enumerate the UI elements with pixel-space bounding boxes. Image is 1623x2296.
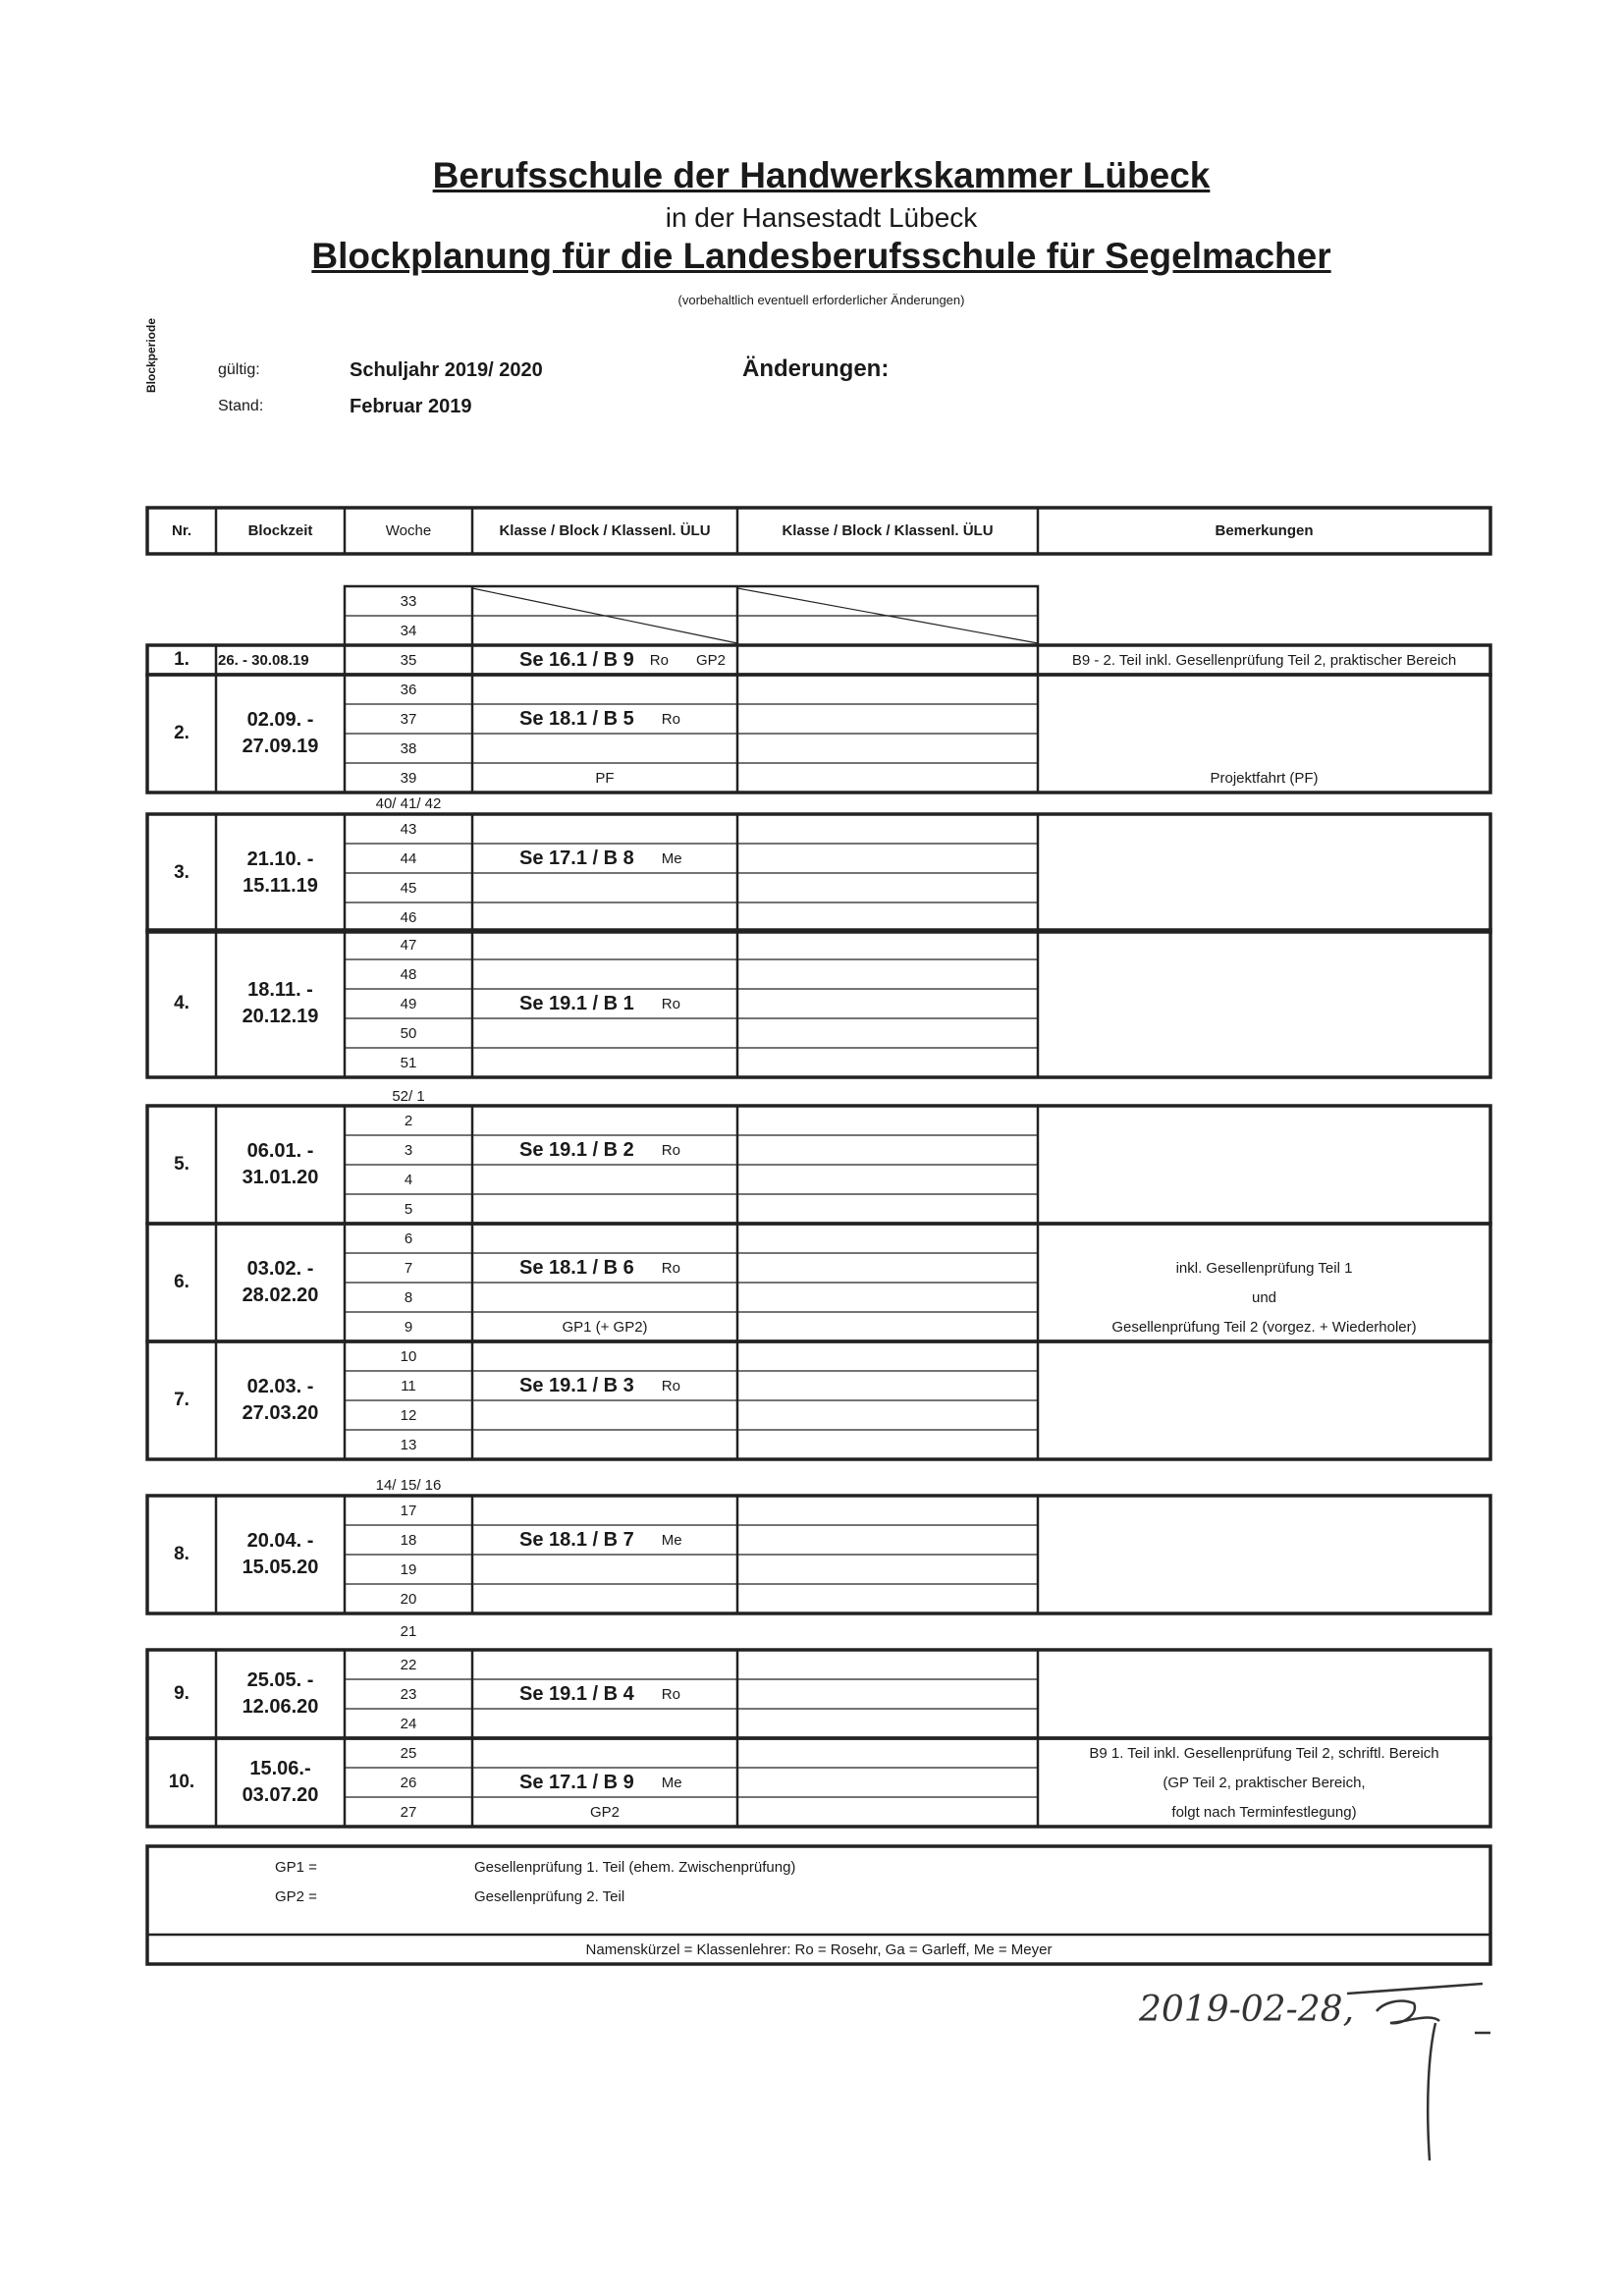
klasse-block: Se 18.1 / B 7 <box>519 1528 634 1551</box>
gap-weeks: 14/ 15/ 16 <box>375 1476 442 1494</box>
week-number: 50 <box>400 1024 417 1042</box>
klasse-block: Se 19.1 / B 2 <box>519 1138 634 1161</box>
klasse-block: Se 18.1 / B 5 <box>519 707 634 730</box>
klasse-block: Se 17.1 / B 9 <box>519 1771 634 1793</box>
week-number: 19 <box>400 1560 417 1578</box>
week-number: 43 <box>400 820 417 838</box>
block-zeit: 03.02. - 28.02.20 <box>242 1258 319 1306</box>
week-number: 37 <box>400 710 417 728</box>
week-number: 36 <box>400 681 417 698</box>
klasse-note: PF <box>595 769 615 787</box>
block-zeit: 02.09. - 27.09.19 <box>242 709 319 757</box>
week-number: 33 <box>400 592 417 610</box>
block-nr: 3. <box>174 862 189 883</box>
klasse-block-cell <box>472 1768 737 1797</box>
week-number: 17 <box>400 1502 417 1519</box>
week-number: 7 <box>404 1259 413 1277</box>
week-number: 10 <box>400 1347 417 1365</box>
klassenlehrer: Ro <box>661 995 680 1012</box>
week-number: 38 <box>400 739 417 757</box>
valid-value: Schuljahr 2019/ 2020 <box>350 359 543 381</box>
status-label: Stand: <box>218 398 264 414</box>
block-nr: 6. <box>174 1272 189 1292</box>
block-zeit: 21.10. - 15.11.19 <box>243 848 318 897</box>
klassenlehrer: Me <box>661 1531 682 1549</box>
klasse-block-cell <box>472 989 737 1018</box>
klassenlehrer: Ro <box>661 1377 680 1394</box>
remark-text: folgt nach Terminfestlegung) <box>1171 1803 1357 1821</box>
week-number: 47 <box>400 936 417 954</box>
block-nr: 1. <box>174 649 189 670</box>
klasse-block: Se 19.1 / B 4 <box>519 1682 634 1705</box>
header-bemerkungen: Bemerkungen <box>1215 522 1314 539</box>
changes-label: Änderungen: <box>742 355 890 382</box>
week-number: 44 <box>400 849 417 867</box>
block-zeit: 15.06.- 03.07.20 <box>242 1758 319 1806</box>
header-woche: Woche <box>385 522 432 539</box>
klasse-block-cell <box>472 1525 737 1555</box>
klasse-note: GP2 <box>589 1803 620 1821</box>
legend-key: GP1 = <box>275 1858 317 1876</box>
klasse-note: GP1 (+ GP2) <box>562 1318 648 1336</box>
block-zeit: 06.01. - 31.01.20 <box>242 1140 319 1188</box>
week-number: 23 <box>400 1685 417 1703</box>
header-nr: Nr. <box>171 522 191 539</box>
remark-text: B9 1. Teil inkl. Gesellenprüfung Teil 2, schriftl. Bereich <box>1089 1744 1439 1762</box>
signature-date: 2019-02-28, <box>1139 1990 1355 2030</box>
klasse-block: Se 18.1 / B 6 <box>519 1256 634 1279</box>
remark-text: und <box>1251 1288 1277 1306</box>
remark-text: Projektfahrt (PF) <box>1210 769 1319 787</box>
legend-key: GP2 = <box>275 1887 317 1905</box>
week-number: 4 <box>404 1171 413 1188</box>
week-number: 25 <box>400 1744 417 1762</box>
plan-title: Blockplanung für die Landesberufsschule für Segelmacher <box>311 236 1331 276</box>
klassenlehrer: Ro <box>661 710 680 728</box>
klassenlehrer: Ro <box>661 1141 680 1159</box>
block-nr: 9. <box>174 1683 189 1704</box>
school-title: Berufsschule der Handwerkskammer Lübeck <box>432 155 1211 195</box>
week-number: 39 <box>400 769 417 787</box>
klasse-block: Se 17.1 / B 8 <box>519 847 634 869</box>
week-number: 18 <box>400 1531 417 1549</box>
legend-value: Gesellenprüfung 2. Teil <box>474 1887 625 1905</box>
week-number: 48 <box>400 965 417 983</box>
klasse-block: Se 19.1 / B 1 <box>519 992 634 1014</box>
disclaimer-note: (vorbehaltlich eventuell erforderlicher Änderungen) <box>677 293 965 307</box>
header-blockzeit: Blockzeit <box>247 522 313 539</box>
block-zeit: 25.05. - 12.06.20 <box>242 1669 319 1718</box>
week-number: 26 <box>400 1774 417 1791</box>
week-number: 34 <box>400 622 417 639</box>
remark-text: inkl. Gesellenprüfung Teil 1 <box>1175 1259 1353 1277</box>
block-nr: 2. <box>174 723 189 743</box>
block-zeit: 18.11. - 20.12.19 <box>242 979 319 1027</box>
block-zeit: 20.04. - 15.05.20 <box>242 1530 319 1578</box>
legend-value: Gesellenprüfung 1. Teil (ehem. Zwischenprüfung) <box>474 1858 796 1876</box>
week-number: 46 <box>400 908 417 926</box>
week-number: 5 <box>404 1200 413 1218</box>
week-number: 49 <box>400 995 417 1012</box>
week-number: 12 <box>400 1406 417 1424</box>
klassenlehrer: Ro <box>661 1685 680 1703</box>
block-nr: 5. <box>174 1154 189 1175</box>
legend-footer: Namenskürzel = Klassenlehrer: Ro = Rosehr, Ga = Garleff, Me = Meyer <box>585 1941 1053 1958</box>
week-number: 22 <box>400 1656 417 1673</box>
block-nr: 10. <box>168 1772 195 1792</box>
klasse-block-cell <box>472 1679 737 1709</box>
klassenlehrer: Ro <box>649 651 669 669</box>
block-zeit: 26. - 30.08.19 <box>218 651 309 669</box>
status-value: Februar 2019 <box>350 396 472 417</box>
klasse-block-cell <box>472 704 737 734</box>
block-nr: 7. <box>174 1390 189 1410</box>
valid-label: gültig: <box>218 361 260 378</box>
gap-weeks: 40/ 41/ 42 <box>375 794 442 812</box>
week-number: 20 <box>400 1590 417 1608</box>
remark-text: Gesellenprüfung Teil 2 (vorgez. + Wiederholer) <box>1111 1318 1417 1336</box>
week-number: 6 <box>404 1230 413 1247</box>
week-number: 45 <box>400 879 417 897</box>
klasse-block: Se 19.1 / B 3 <box>519 1374 634 1396</box>
week-number: 35 <box>400 651 417 669</box>
week-number: 11 <box>401 1377 416 1394</box>
exam-marker: GP2 <box>695 651 726 669</box>
week-number: 8 <box>404 1288 413 1306</box>
header-klasse-2: Klasse / Block / Klassenl. ÜLU <box>782 522 994 539</box>
block-nr: 8. <box>174 1544 189 1564</box>
klasse-block: Se 16.1 / B 9 <box>519 648 634 671</box>
week-number: 24 <box>400 1715 417 1732</box>
school-subtitle: in der Hansestadt Lübeck <box>665 202 978 233</box>
header-klasse-1: Klasse / Block / Klassenl. ÜLU <box>499 522 711 539</box>
klassenlehrer: Me <box>661 1774 682 1791</box>
week-number: 9 <box>404 1318 413 1336</box>
klassenlehrer: Ro <box>661 1259 680 1277</box>
blockperiode-side-label: Blockperiode <box>144 317 158 393</box>
week-number: 51 <box>400 1054 417 1071</box>
remark-text: B9 - 2. Teil inkl. Gesellenprüfung Teil 2, praktischer Bereich <box>1071 651 1457 669</box>
block-nr: 4. <box>174 993 189 1013</box>
remark-text: (GP Teil 2, praktischer Bereich, <box>1163 1774 1366 1791</box>
week-number: 2 <box>404 1112 413 1129</box>
klasse-block-cell <box>472 1371 737 1400</box>
gap-weeks: 52/ 1 <box>392 1087 425 1105</box>
block-zeit: 02.03. - 27.03.20 <box>242 1376 319 1424</box>
klasse-block-cell <box>472 645 737 675</box>
klasse-block-cell <box>472 844 737 873</box>
klasse-block-cell <box>472 1135 737 1165</box>
gap-weeks: 21 <box>400 1622 417 1640</box>
week-number: 13 <box>400 1436 417 1453</box>
klassenlehrer: Me <box>661 849 682 867</box>
klasse-block-cell <box>472 1253 737 1283</box>
week-number: 3 <box>404 1141 413 1159</box>
week-number: 27 <box>400 1803 417 1821</box>
handwritten-signature <box>1119 1964 1532 2170</box>
